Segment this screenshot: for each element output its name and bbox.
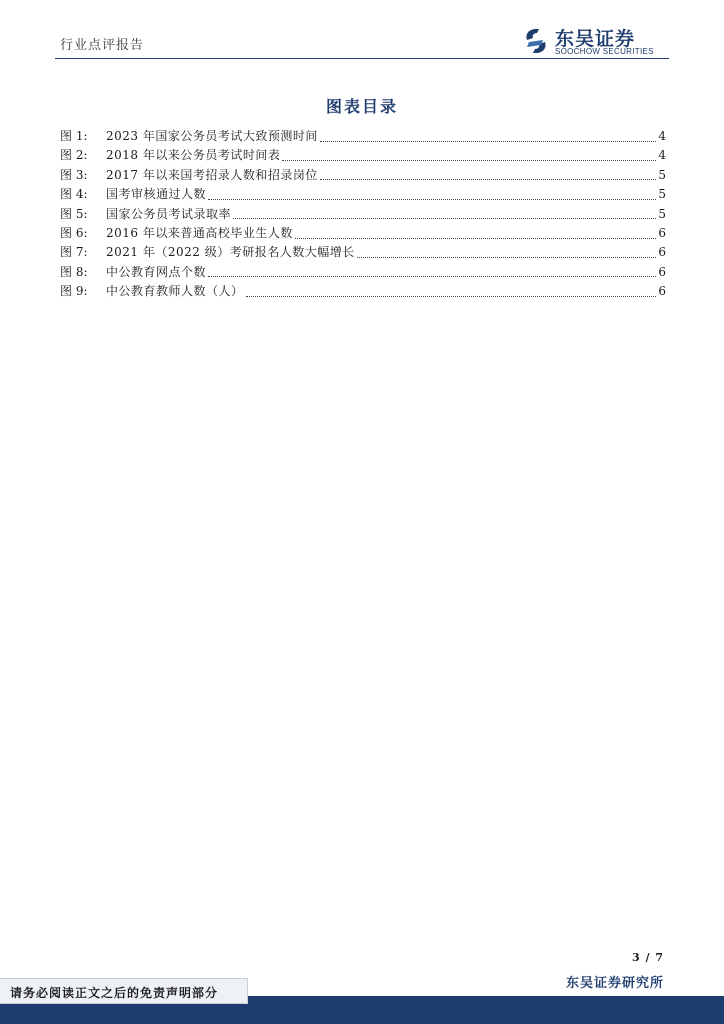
disclaimer-tab bbox=[0, 978, 248, 1004]
toc-entry-text: 2016 年以来普通高校毕业生人数 bbox=[106, 225, 293, 240]
toc-entry-3[interactable] bbox=[60, 166, 666, 185]
toc-entry-5[interactable] bbox=[60, 205, 666, 224]
toc-leader-dots bbox=[320, 170, 656, 180]
toc-entry-page: 4 bbox=[658, 148, 666, 163]
toc-leader-dots bbox=[295, 229, 656, 239]
disclaimer-text: 请务必阅读正文之后的免责声明部分 bbox=[10, 986, 219, 1000]
toc-entry-page: 5 bbox=[658, 187, 666, 202]
toc-entry-text: 2018 年以来公务员考试时间表 bbox=[106, 148, 281, 163]
logo-chinese-name: 东吴证券 bbox=[555, 28, 636, 50]
toc-leader-dots bbox=[320, 132, 656, 142]
toc-entry-8[interactable] bbox=[60, 263, 666, 282]
toc-entry-number: 图 5: bbox=[60, 206, 88, 221]
report-type: 行业点评报告 bbox=[60, 38, 145, 53]
toc-entry-1[interactable] bbox=[60, 127, 666, 146]
toc-entry-6[interactable] bbox=[60, 224, 666, 243]
toc-leader-dots bbox=[233, 209, 656, 219]
toc-entry-number: 图 8: bbox=[60, 264, 88, 279]
toc-entry-number: 图 3: bbox=[60, 167, 88, 182]
toc-entry-page: 5 bbox=[658, 206, 666, 221]
toc-entry-number: 图 6: bbox=[60, 225, 88, 240]
toc-entry-page: 6 bbox=[658, 264, 666, 279]
toc-entry-text: 国考审核通过人数 bbox=[106, 187, 207, 202]
toc-entry-text: 中公教育教师人数（人） bbox=[106, 284, 244, 299]
toc-entry-text: 国家公务员考试录取率 bbox=[106, 206, 232, 221]
toc-entry-9[interactable] bbox=[60, 282, 666, 301]
toc-entry-text: 2021 年（2022 级）考研报名人数大幅增长 bbox=[106, 245, 355, 260]
toc-entry-text: 2017 年以来国考招录人数和招录岗位 bbox=[106, 167, 318, 182]
toc-leader-dots bbox=[282, 151, 656, 161]
toc-entry-number: 图 7: bbox=[60, 245, 88, 260]
toc-entry-2[interactable] bbox=[60, 146, 666, 165]
toc-entry-number: 图 9: bbox=[60, 284, 88, 299]
toc-leader-dots bbox=[208, 190, 656, 200]
toc-entry-page: 5 bbox=[658, 167, 666, 182]
logo-english-name: SOOCHOW SECURITIES bbox=[555, 47, 654, 56]
soochow-logo-icon bbox=[521, 26, 551, 56]
toc-entry-7[interactable] bbox=[60, 243, 666, 262]
toc-leader-dots bbox=[357, 248, 656, 258]
toc-title: 图表目录 bbox=[325, 97, 398, 116]
toc-leader-dots bbox=[208, 267, 656, 277]
toc-entry-number: 图 4: bbox=[60, 187, 88, 202]
toc-entry-page: 6 bbox=[658, 225, 666, 240]
toc-entry-4[interactable] bbox=[60, 185, 666, 204]
toc-list bbox=[60, 127, 666, 302]
toc-entry-text: 2023 年国家公务员考试大致预测时间 bbox=[106, 129, 318, 143]
page-number: 3 / 7 bbox=[632, 951, 664, 964]
toc-entry-page: 4 bbox=[658, 129, 666, 143]
toc-entry-page: 6 bbox=[658, 284, 666, 299]
research-institute-name: 东吴证券研究所 bbox=[565, 976, 664, 991]
toc-entry-page: 6 bbox=[658, 245, 666, 260]
toc-leader-dots bbox=[246, 287, 656, 297]
toc-entry-number: 图 2: bbox=[60, 148, 88, 163]
toc-entry-text: 中公教育网点个数 bbox=[106, 264, 207, 279]
header-divider bbox=[55, 58, 669, 59]
toc-entry-number: 图 1: bbox=[60, 129, 88, 143]
company-logo bbox=[521, 24, 669, 58]
